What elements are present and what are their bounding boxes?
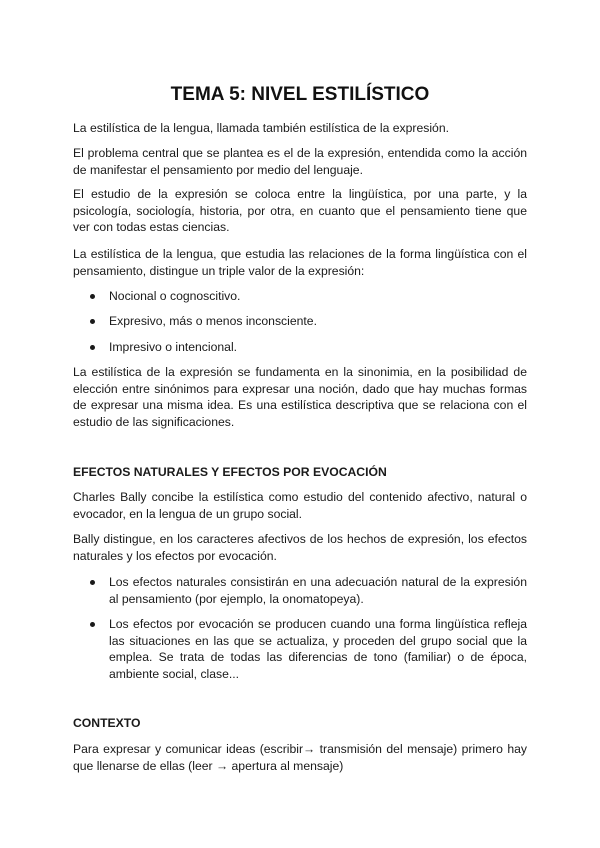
list-item-text: Expresivo, más o menos inconsciente. [109,314,317,328]
list-item-text: Nocional o cognoscitivo. [109,289,241,303]
bullet-icon [90,580,95,585]
paragraph-intro: La estilística de la lengua, llamada también estilística de la expresión. [73,121,449,135]
paragraph-problem: El problema central que se plantea es el de la expresión, entendida como la acción de manifestar el pensamiento por medio del lenguaje. [73,146,527,177]
bullet-icon [90,294,95,299]
list-item-text: Los efectos por evocación se producen cuando una forma lingüística refleja las situaciones en las que se actualiza, y proceden del grupo social que la emplea. Se trata de todas las diferencias de tono (familiar) o de época, ambiente social, clase... [109,617,527,681]
bullet-icon [90,622,95,627]
list-item-text: Impresivo o intencional. [109,340,238,354]
paragraph-bally: Charles Bally concibe la estilística como estudio del contenido afectivo, natural o evocador, en la lengua de un grupo social. [73,490,527,521]
bullet-icon [90,345,95,350]
page-title: TEMA 5: NIVEL ESTILÍSTICO [170,84,430,105]
paragraph-synonymy: La estilística de la expresión se fundamenta en la sinonimia, en la posibilidad de elección entre sinónimos para expresar una noción, dado que hay muchas formas de expresar una misma idea. Es una estilística descriptiva que se relaciona con el estudio de las significaciones. [73,365,527,429]
paragraph-contexto: Para expresar y comunicar ideas (escribir→ transmisión del mensaje) primero hay que llenarse de ellas (leer → apertura al mensaje) [73,742,527,773]
paragraph-triple-value: La estilística de la lengua, que estudia las relaciones de la forma lingüística con el pensamiento, distingue un triple valor de la expresión: [73,247,527,278]
bullet-icon [90,319,95,324]
paragraph-study: El estudio de la expresión se coloca entre la lingüística, por una parte, y la psicología, sociología, historia, por otra, en cuanto que el pensamiento tiene que ver con todas estas ciencias. [73,187,527,234]
paragraph-bally-distingue: Bally distingue, en los caracteres afectivos de los hechos de expresión, los efectos naturales y los efectos por evocación. [73,532,527,563]
section-heading-efectos: EFECTOS NATURALES Y EFECTOS POR EVOCACIÓN [73,465,387,479]
list-item-text: Los efectos naturales consistirán en una adecuación natural de la expresión al pensamiento (por ejemplo, la onomatopeya). [109,575,527,606]
section-heading-contexto: CONTEXTO [73,716,141,730]
